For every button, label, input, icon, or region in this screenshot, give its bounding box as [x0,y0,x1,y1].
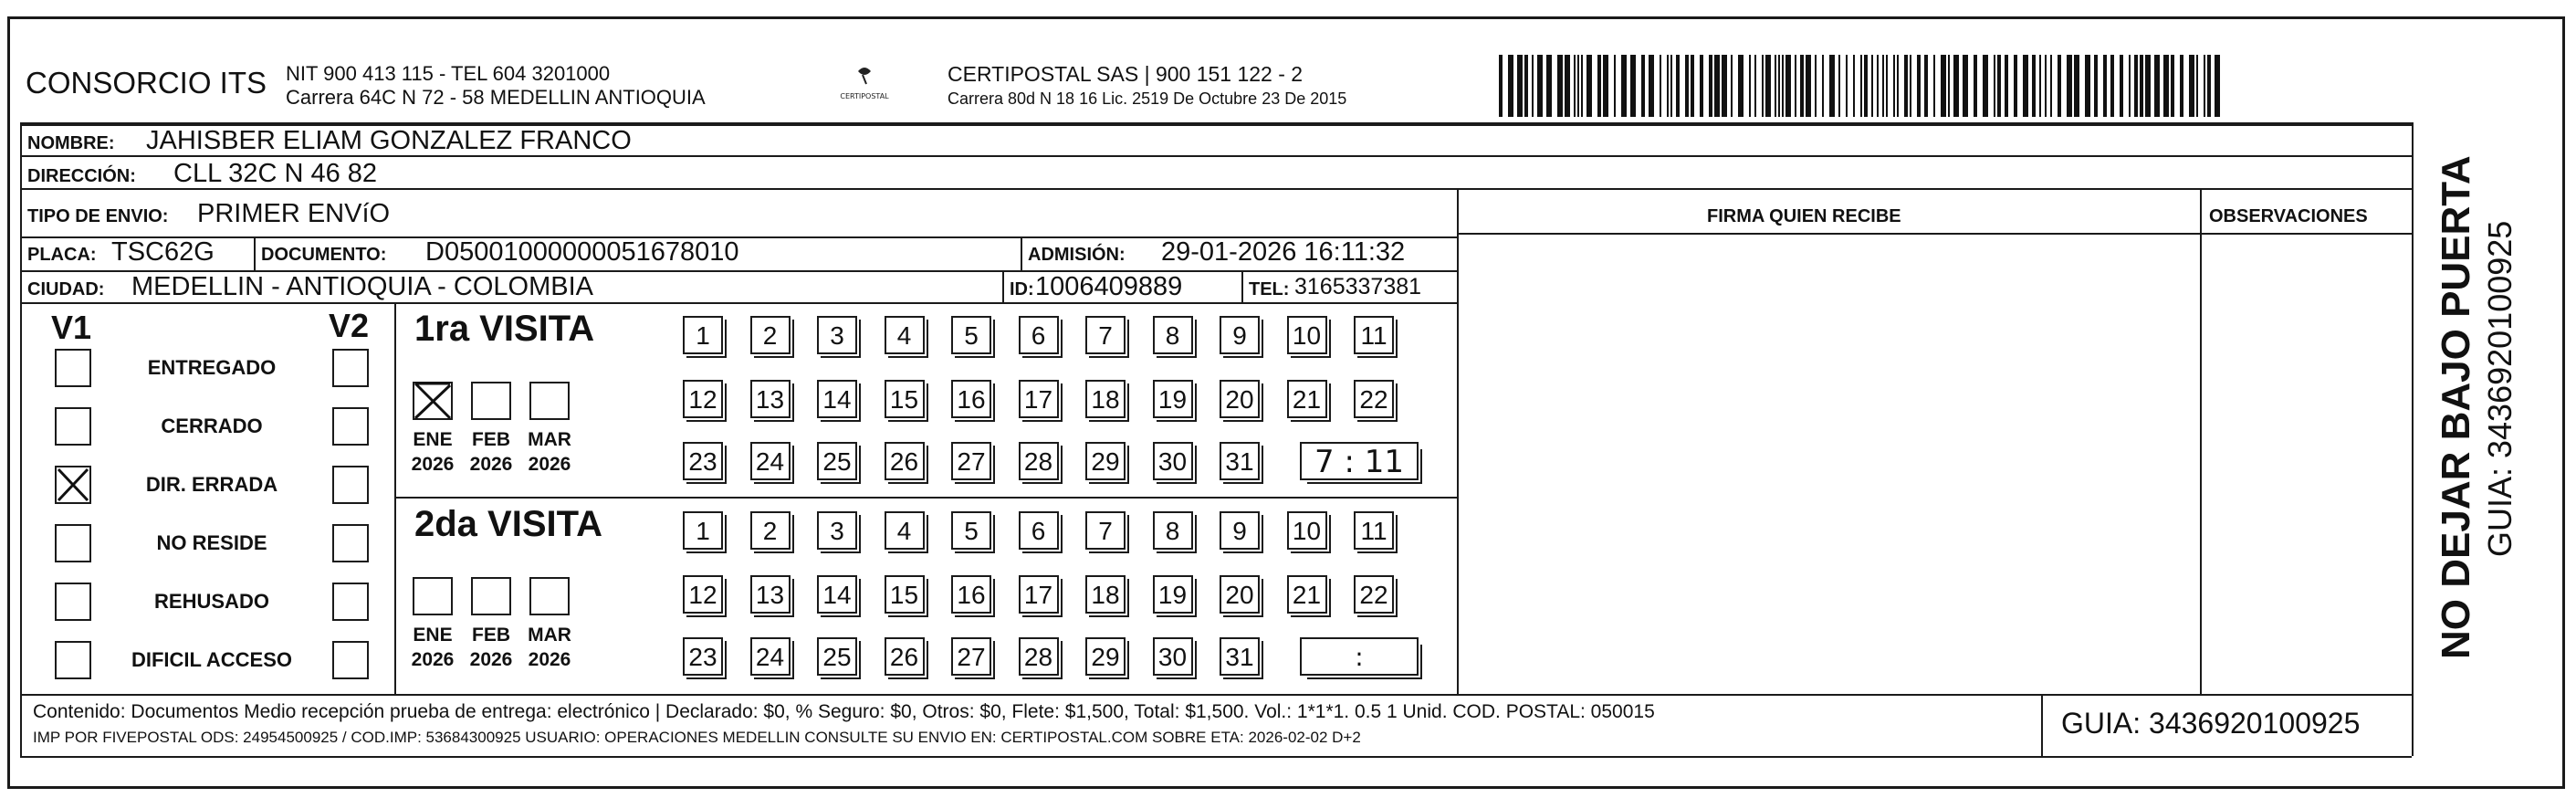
month-name: ENE [413,625,453,646]
status-option-label: REHUSADO [154,590,269,613]
month-name: FEB [472,625,510,646]
v1-checkbox[interactable] [55,466,91,504]
month-label [460,427,522,477]
month-checkbox[interactable] [471,382,511,420]
footer-guia: GUIA: 3436920100925 [2061,707,2361,740]
v2-checkbox[interactable] [332,524,369,562]
v2-checkbox[interactable] [332,466,369,504]
observaciones-label: OBSERVACIONES [2209,206,2368,226]
side-guia: GUIA: 3436920100925 [2481,220,2518,557]
day-cell[interactable]: 15 [885,575,925,614]
day-cell[interactable]: 7 [1085,511,1126,550]
day-cell[interactable]: 6 [1019,511,1059,550]
day-cell[interactable]: 10 [1287,511,1327,550]
tel-value: 3165337381 [1294,274,1422,299]
day-cell[interactable]: 30 [1153,442,1193,480]
v1-checkbox[interactable] [55,583,91,621]
month-checkbox[interactable] [413,382,453,420]
documento-label: DOCUMENTO: [261,245,387,265]
day-cell[interactable]: 3 [817,511,857,550]
admision-label: ADMISIÓN: [1028,245,1126,265]
month-name: MAR [528,429,571,450]
carrier-name: CERTIPOSTAL SAS | 900 151 122 - 2 [948,62,1304,86]
day-cell[interactable]: 5 [951,511,991,550]
company-name: CONSORCIO ITS [26,66,267,100]
month-checkbox[interactable] [413,577,453,615]
day-cell[interactable]: 24 [750,637,791,676]
company-nit: NIT 900 413 115 - TEL 604 3201000 [286,62,611,85]
day-cell[interactable]: 25 [817,442,857,480]
day-cell[interactable]: 16 [951,380,991,418]
ciudad-label: CIUDAD: [27,279,105,299]
day-cell[interactable]: 17 [1019,380,1059,418]
day-cell[interactable]: 27 [951,442,991,480]
day-cell[interactable]: 12 [683,380,723,418]
time-field[interactable] [1300,442,1419,480]
month-label [460,623,522,672]
day-cell[interactable]: 10 [1287,316,1327,354]
day-cell[interactable]: 11 [1354,316,1394,354]
ciudad-value: MEDELLIN - ANTIOQUIA - COLOMBIA [131,272,593,301]
month-label [402,623,464,672]
day-cell[interactable]: 20 [1220,380,1260,418]
company-address: Carrera 64C N 72 - 58 MEDELLIN ANTIOQUIA [286,86,706,109]
status-option-label: ENTREGADO [147,356,277,379]
v1-checkbox[interactable] [55,641,91,679]
day-cell[interactable]: 6 [1019,316,1059,354]
day-cell[interactable]: 17 [1019,575,1059,614]
side-warning: NO DEJAR BAJO PUERTA [2434,155,2478,659]
day-cell[interactable]: 30 [1153,637,1193,676]
day-cell[interactable]: 3 [817,316,857,354]
day-cell[interactable]: 18 [1085,380,1126,418]
time-value: 7 : 11 [1314,444,1404,480]
month-year: 2026 [528,649,571,670]
day-cell[interactable]: 25 [817,637,857,676]
day-cell[interactable]: 21 [1287,575,1327,614]
v2-checkbox[interactable] [332,407,369,446]
day-cell[interactable]: 14 [817,575,857,614]
day-cell[interactable]: 15 [885,380,925,418]
month-year: 2026 [528,454,571,475]
day-cell[interactable]: 13 [750,380,791,418]
day-cell[interactable]: 29 [1085,637,1126,676]
v2-checkbox[interactable] [332,583,369,621]
day-cell[interactable]: 18 [1085,575,1126,614]
status-option-label: CERRADO [161,415,263,437]
day-cell[interactable]: 27 [951,637,991,676]
logo-text: CERTIPOSTAL [840,92,889,100]
status-option-label: NO RESIDE [156,531,267,554]
check-mark-icon [413,382,453,420]
month-name: MAR [528,625,571,646]
month-label [402,427,464,477]
footer-impresion: IMP POR FIVEPOSTAL ODS: 24954500925 / COD.IMP: 53684300925 USUARIO: OPERACIONES MEDELLIN CONSULTE SU ENVIO EN: CERTIPOSTAL.COM SOBRE ETA: 2026-02-02 D+2 [33,729,1361,746]
day-cell[interactable]: 1 [683,316,723,354]
month-checkbox[interactable] [529,577,570,615]
day-cell[interactable]: 21 [1287,380,1327,418]
day-cell[interactable]: 14 [817,380,857,418]
tipo-envio-label: TIPO DE ENVIO: [27,206,169,226]
v2-checkbox[interactable] [332,349,369,387]
time-value: : [1355,642,1364,672]
direccion-label: DIRECCIÓN: [27,166,136,186]
day-cell[interactable]: 26 [885,637,925,676]
v1-checkbox[interactable] [55,349,91,387]
day-cell[interactable]: 19 [1153,575,1193,614]
month-name: ENE [413,429,453,450]
side-text [2421,124,2558,756]
day-cell[interactable]: 19 [1153,380,1193,418]
day-cell[interactable]: 8 [1153,316,1193,354]
day-cell[interactable]: 23 [683,442,723,480]
v1-checkbox[interactable] [55,407,91,446]
month-year: 2026 [469,454,513,475]
tel-label: TEL: [1249,279,1290,299]
day-cell[interactable]: 9 [1220,316,1260,354]
id-value: 1006409889 [1035,272,1183,301]
v1-label: V1 [51,309,92,346]
footer-contenido: Contenido: Documentos Medio recepción prueba de entrega: electrónico | Declarado: $0, % Seguro: $0, Otros: $0, Flete: $1,500, Total: $1,500. Vol.: 1*1*1. 0.5 1 Unid. COD. POSTAL: 050015 [33,701,1655,722]
day-cell[interactable]: 24 [750,442,791,480]
day-cell[interactable]: 20 [1220,575,1260,614]
day-cell[interactable]: 2 [750,511,791,550]
check-mark-icon [55,466,91,504]
v2-checkbox[interactable] [332,641,369,679]
nombre-label: NOMBRE: [27,133,115,153]
placa-label: PLACA: [27,245,97,265]
month-label [518,623,581,672]
visit-title: 2da VISITA [414,504,602,544]
day-cell[interactable]: 28 [1019,637,1059,676]
firma-label: FIRMA QUIEN RECIBE [1707,206,1901,226]
v1-checkbox[interactable] [55,524,91,562]
day-cell[interactable]: 1 [683,511,723,550]
direccion-value: CLL 32C N 46 82 [173,159,378,188]
month-name: FEB [472,429,510,450]
month-year: 2026 [411,649,455,670]
month-year: 2026 [469,649,513,670]
id-label: ID: [1010,279,1034,299]
day-cell[interactable]: 31 [1220,442,1260,480]
carrier-address: Carrera 80d N 18 16 Lic. 2519 De Octubre 23 De 2015 [948,89,1347,108]
status-option-label: DIFICIL ACCESO [131,648,293,671]
day-cell[interactable]: 23 [683,637,723,676]
month-year: 2026 [411,454,455,475]
admision-value: 29-01-2026 16:11:32 [1161,237,1406,267]
tipo-envio-value: PRIMER ENVíO [197,199,391,228]
day-cell[interactable]: 22 [1354,380,1394,418]
day-cell[interactable]: 13 [750,575,791,614]
placa-value: TSC62G [111,237,215,267]
day-cell[interactable]: 4 [885,316,925,354]
v2-label: V2 [329,307,370,344]
day-cell[interactable]: 26 [885,442,925,480]
time-field[interactable] [1300,637,1419,676]
month-label [518,427,581,477]
day-cell[interactable]: 8 [1153,511,1193,550]
day-cell[interactable]: 29 [1085,442,1126,480]
day-cell[interactable]: 11 [1354,511,1394,550]
month-checkbox[interactable] [529,382,570,420]
nombre-value: JAHISBER ELIAM GONZALEZ FRANCO [146,126,632,155]
documento-value: D05001000000051678010 [425,237,739,267]
visit-title: 1ra VISITA [414,309,595,349]
month-checkbox[interactable] [471,577,511,615]
day-cell[interactable]: 28 [1019,442,1059,480]
day-cell[interactable]: 22 [1354,575,1394,614]
day-cell[interactable]: 5 [951,316,991,354]
day-cell[interactable]: 31 [1220,637,1260,676]
day-cell[interactable]: 2 [750,316,791,354]
day-cell[interactable]: 4 [885,511,925,550]
day-cell[interactable]: 9 [1220,511,1260,550]
day-cell[interactable]: 7 [1085,316,1126,354]
status-option-label: DIR. ERRADA [145,473,278,496]
day-cell[interactable]: 12 [683,575,723,614]
day-cell[interactable]: 16 [951,575,991,614]
